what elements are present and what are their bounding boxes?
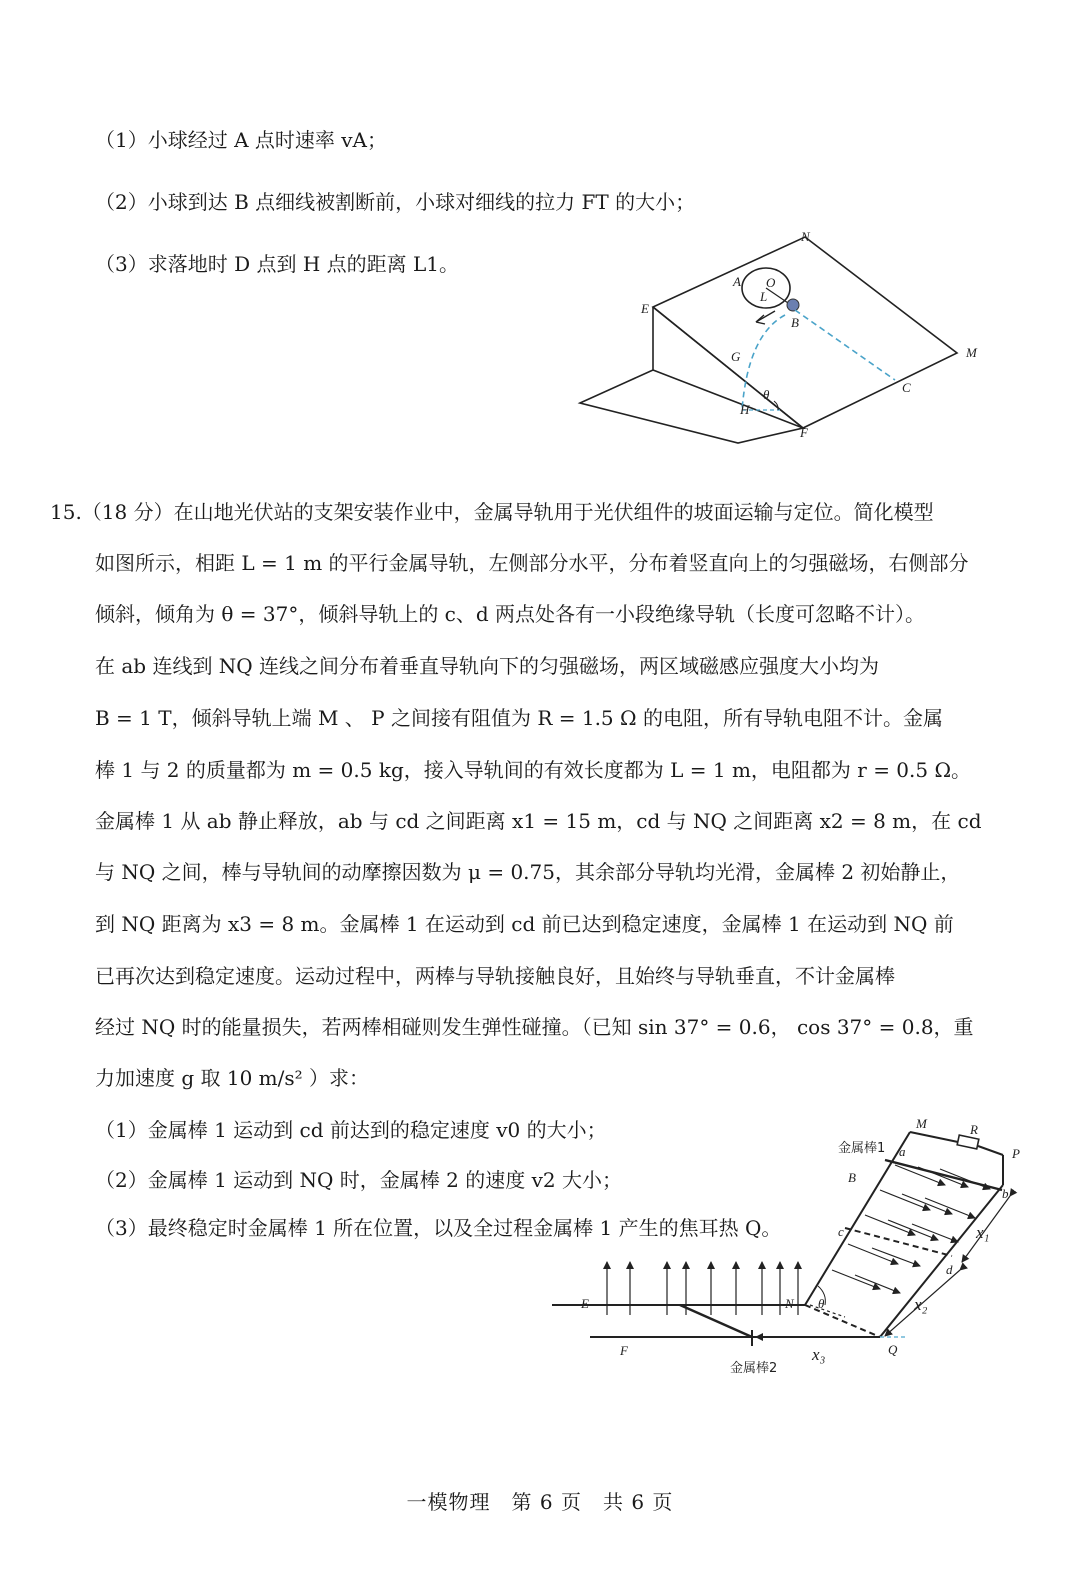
label-A: A [733, 274, 741, 289]
label-B: B [791, 315, 799, 330]
dashed-NQ [805, 1305, 880, 1337]
prev-question-1: （1）小球经过 A 点时速率 vA； [95, 128, 387, 152]
label-x3: x₃ [812, 1345, 826, 1364]
label-theta: θ [763, 387, 770, 402]
label-E: E [641, 301, 649, 316]
label-L: L [760, 289, 768, 304]
label-G: G [731, 349, 741, 364]
label-O: O [766, 275, 776, 290]
prev-question-2: （2）小球到达 B 点细线被割断前，小球对细线的拉力 FT 的大小； [95, 190, 696, 214]
problem15-line-4: 在 ab 连线到 NQ 连线之间分布着垂直导轨向下的匀强磁场，两区域磁感应强度大小均为 [95, 654, 880, 678]
rod-1 [885, 1160, 1002, 1190]
problem15-line-10: 已再次达到稳定速度。运动过程中，两棒与导轨接触良好，且始终与导轨垂直，不计金属棒 [95, 964, 895, 988]
problem15-line-12: 力加速度 g 取 10 m/s² ）求： [95, 1066, 370, 1090]
figure-incline-circle [570, 225, 990, 465]
problem15-line-7: 金属棒 1 从 ab 静止释放，ab 与 cd 之间距离 x1 = 15 m，cd 与 NQ 之间距离 x2 = 8 m，在 cd [95, 809, 982, 833]
label-rod2: 金属棒2 [730, 1361, 778, 1376]
problem15-line-5: B = 1 T，倾斜导轨上端 M 、 P 之间接有阻值为 R = 1.5 Ω 的电阻，所有导轨电阻不计。金属 [95, 706, 943, 730]
resistor-R [957, 1135, 979, 1149]
problem15-question-2: （2）金属棒 1 运动到 NQ 时，金属棒 2 的速度 v2 大小； [95, 1168, 622, 1192]
label-R: R [970, 1122, 978, 1137]
rail-QP [880, 1185, 1003, 1337]
label-Q: Q [888, 1342, 898, 1357]
rail-NM [805, 1132, 910, 1305]
incline-plane [653, 237, 957, 428]
label-N: N [801, 229, 810, 244]
label-P: P [1012, 1146, 1020, 1161]
label-N: N [785, 1296, 794, 1311]
label-c: c [838, 1224, 844, 1239]
problem15-line-1: 15.（18 分）在山地光伏站的支架安装作业中，金属导轨用于光伏组件的坡面运输与定位。简化模型 [50, 500, 934, 524]
rod-2 [680, 1305, 752, 1337]
label-d: d [946, 1262, 953, 1277]
problem15-question-1: （1）金属棒 1 运动到 cd 前达到的稳定速度 v0 的大小； [95, 1118, 607, 1142]
label-x2: x₂ [914, 1295, 928, 1314]
problem15-line-11: 经过 NQ 时的能量损失，若两棒相碰则发生弹性碰撞。（已知 sin 37° = 0.6， cos 37° = 0.8，重 [95, 1015, 974, 1039]
problem15-line-3: 倾斜，倾角为 θ = 37°，倾斜导轨上的 c、d 两点处各有一小段绝缘导轨（长度可忽略不计）。 [95, 602, 926, 626]
dashed-cd [845, 1228, 952, 1256]
ground-plane [580, 370, 803, 443]
field-up-arrows [607, 1262, 798, 1315]
label-rod1: 金属棒1 [838, 1141, 886, 1156]
problem15-line-9: 到 NQ 距离为 x3 = 8 m。金属棒 1 在运动到 cd 前已达到稳定速度，金属棒 1 在运动到 NQ 前 [95, 912, 954, 936]
problem15-question-3: （3）最终稳定时金属棒 1 所在位置，以及全过程金属棒 1 产生的焦耳热 Q。 [95, 1216, 782, 1240]
label-B: B [848, 1170, 856, 1185]
wire-M-R [910, 1132, 958, 1142]
problem15-line-8: 与 NQ 之间，棒与导轨间的动摩擦因数为 μ = 0.75，其余部分导轨均光滑，金属棒 2 初始静止， [95, 860, 961, 884]
label-b: b [1002, 1186, 1009, 1201]
label-M: M [966, 345, 977, 360]
figure-rails [540, 1110, 1040, 1390]
page-footer: 一模物理 第 6 页 共 6 页 [406, 1490, 674, 1514]
label-theta: θ [818, 1296, 825, 1311]
problem15-line-6: 棒 1 与 2 的质量都为 m = 0.5 kg，接入导轨间的有效长度都为 L = 1 m，电阻都为 r = 0.5 Ω。 [95, 758, 972, 782]
label-M: M [916, 1116, 927, 1131]
label-E: E [581, 1296, 589, 1311]
label-C: C [902, 380, 911, 395]
wire-R-P [978, 1146, 1003, 1155]
ball [787, 299, 799, 311]
prev-question-3: （3）求落地时 D 点到 H 点的距离 L1。 [95, 252, 459, 276]
problem15-line-2: 如图所示，相距 L = 1 m 的平行金属导轨，左侧部分水平，分布着竖直向上的匀强磁场，右侧部分 [95, 551, 969, 575]
label-x1: x₁ [976, 1223, 990, 1242]
label-F: F [620, 1343, 628, 1358]
dashed-BC [795, 310, 895, 380]
label-a: a [899, 1144, 906, 1159]
label-F: F [800, 425, 808, 440]
label-H: H [740, 402, 750, 417]
edge-EF [653, 307, 803, 428]
